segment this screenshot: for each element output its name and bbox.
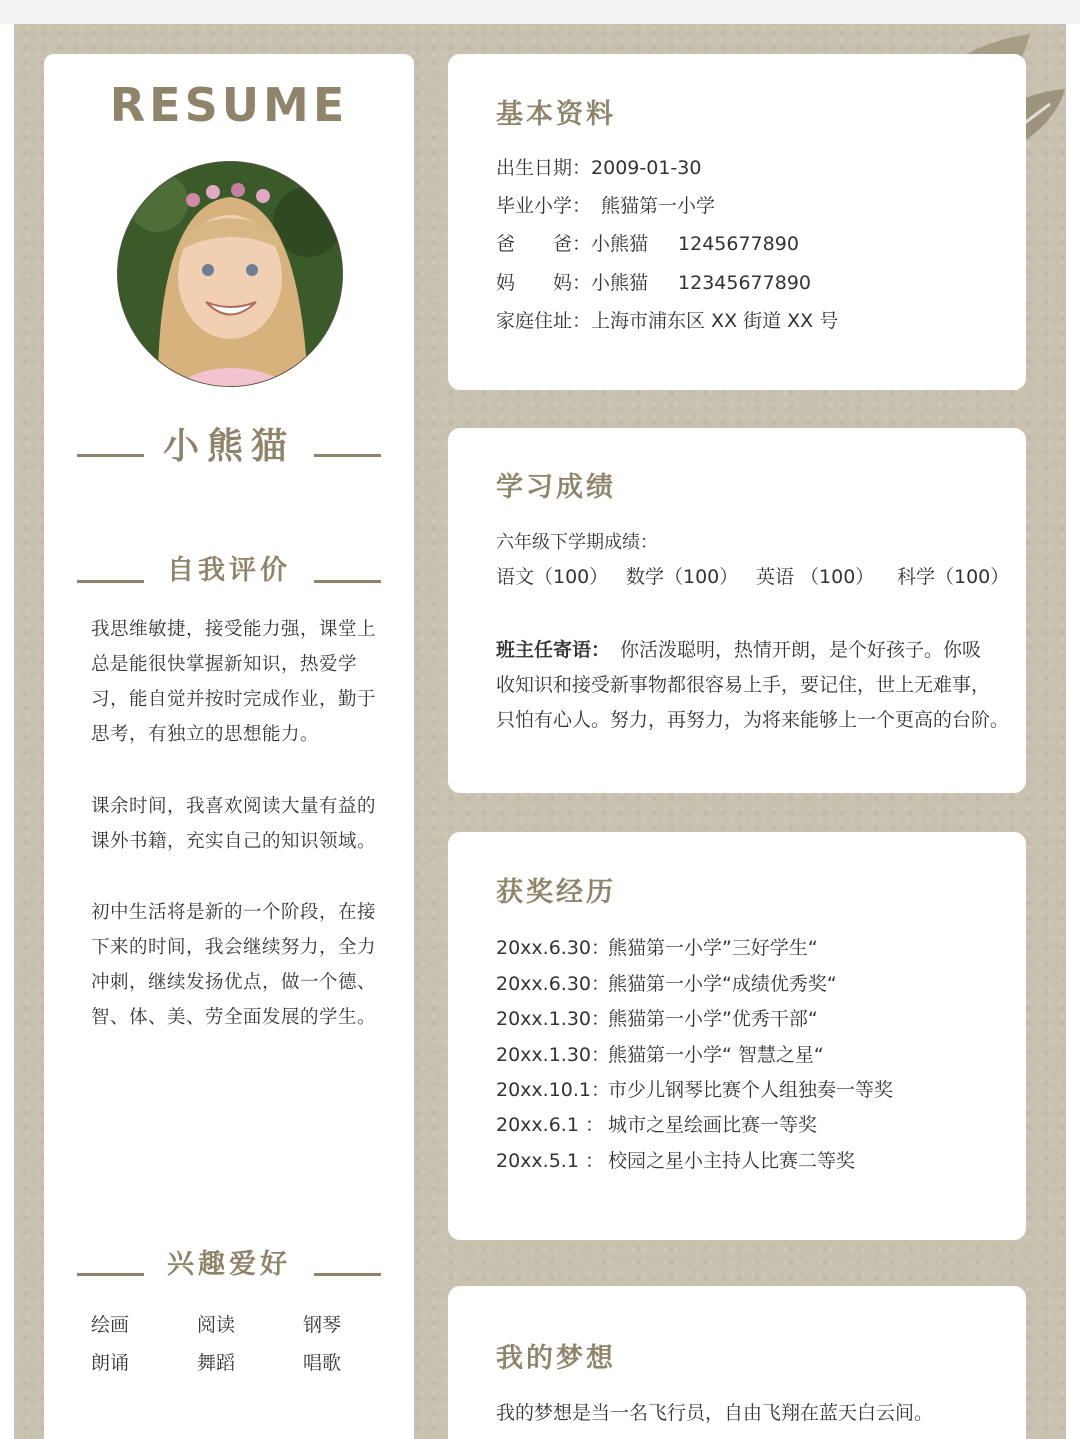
subject-scores-row <box>496 562 1009 589</box>
self-eval-line: 课余时间，我喜欢阅读大量有益的 <box>91 796 377 817</box>
award-date: 20xx.1.30： <box>496 1008 611 1030</box>
address-row <box>496 306 838 333</box>
award-item <box>496 1146 855 1173</box>
award-item <box>496 1075 893 1102</box>
award-text: 市少儿钢琴比赛个人组独奏一等奖 <box>608 1079 894 1101</box>
teacher-comment <box>496 633 1009 738</box>
award-text: 校园之星小主持人比赛二等奖 <box>608 1150 856 1172</box>
dream-text: 我的梦想是当一名飞行员，自由飞翔在蓝天白云间。 <box>496 1402 934 1424</box>
school-row <box>496 191 715 218</box>
self-eval-heading: 自我评价 <box>167 555 291 586</box>
award-text: 城市之星绘画比赛一等奖 <box>608 1114 818 1136</box>
self-eval-line: 下来的时间，我会继续努力，全力 <box>91 937 377 958</box>
birth-label: 出生日期： <box>496 157 592 179</box>
basic-info-card <box>448 54 1026 390</box>
hobby-item: 舞蹈 <box>197 1352 236 1374</box>
address-value: 上海市浦东区 XX 街道 XX 号 <box>591 310 839 332</box>
award-item <box>496 1040 824 1067</box>
self-eval-line: 总是能很快掌握新知识，热爱学 <box>91 654 358 675</box>
subject-score: 数学（100） <box>626 566 739 588</box>
award-date: 20xx.6.30： <box>496 937 611 959</box>
grades-card <box>448 428 1026 793</box>
mother-label: 妈 妈： <box>496 272 592 294</box>
basic-info-heading: 基本资料 <box>496 99 616 130</box>
hobby-item: 绘画 <box>91 1314 130 1336</box>
birth-value: 2009-01-30 <box>591 157 702 179</box>
award-text: 熊猫第一小学”三好学生“ <box>608 937 818 959</box>
self-eval-line: 初中生活将是新的一个阶段，在接 <box>91 902 377 923</box>
awards-heading: 获奖经历 <box>496 877 616 908</box>
dream-card <box>448 1286 1026 1439</box>
self-eval-line: 冲刺，继续发扬优点，做一个德、 <box>91 972 377 993</box>
self-eval-paragraph-2 <box>91 789 381 859</box>
left-column <box>44 54 414 1439</box>
mother-row <box>496 268 811 295</box>
student-name: 小熊猫 <box>162 426 295 467</box>
hobbies-line-right <box>314 1273 381 1276</box>
father-phone: 1245677890 <box>678 233 799 255</box>
award-date: 20xx.6.1 ： <box>496 1114 604 1136</box>
award-item <box>496 1110 817 1137</box>
self-eval-line: 课外书籍，充实自己的知识领域。 <box>91 831 377 852</box>
father-row <box>496 229 799 256</box>
dream-heading: 我的梦想 <box>496 1343 616 1374</box>
mother-name: 小熊猫 <box>591 272 649 294</box>
self-eval-line-right <box>314 580 381 583</box>
self-eval-line: 我思维敏捷，接受能力强，课堂上 <box>91 619 377 640</box>
award-item <box>496 969 837 996</box>
teacher-comment-label: 班主任寄语： <box>496 639 611 661</box>
self-eval-paragraph-3 <box>91 895 381 1035</box>
subject-score: 语文（100） <box>496 566 609 588</box>
name-line-right <box>314 454 381 457</box>
award-text: 熊猫第一小学”优秀干部“ <box>608 1008 818 1030</box>
teacher-comment-line: 收知识和接受新事物都很容易上手，要记住，世上无难事， <box>496 674 991 696</box>
self-eval-line: 智、体、美、劳全面发展的学生。 <box>91 1007 377 1028</box>
hobby-item: 阅读 <box>197 1314 236 1336</box>
teacher-comment-line: 你活泼聪明，热情开朗，是个好孩子。你吸 <box>620 639 982 661</box>
birth-row <box>496 153 701 180</box>
subject-score: 科学（100） <box>897 566 1010 588</box>
subject-score: 英语 （100） <box>756 566 875 588</box>
self-eval-line: 思考，有独立的思想能力。 <box>91 724 320 745</box>
self-eval-paragraph-1 <box>91 612 381 752</box>
father-label: 爸 爸： <box>496 233 592 255</box>
award-item <box>496 933 818 960</box>
award-date: 20xx.10.1： <box>496 1079 611 1101</box>
top-strip <box>0 0 1080 24</box>
avatar <box>117 161 343 387</box>
self-eval-line: 习，能自觉并按时完成作业，勤于 <box>91 689 377 710</box>
award-date: 20xx.1.30： <box>496 1044 611 1066</box>
mother-phone: 12345677890 <box>678 272 812 294</box>
school-label: 毕业小学： <box>496 195 592 217</box>
grades-term: 六年级下学期成绩： <box>496 532 658 553</box>
avatar-photo-icon <box>118 162 342 386</box>
father-name: 小熊猫 <box>591 233 649 255</box>
teacher-comment-line: 只怕有心人。努力，再努力，为将来能够上一个更高的台阶。 <box>496 709 1010 731</box>
award-date: 20xx.5.1 ： <box>496 1150 604 1172</box>
awards-card <box>448 832 1026 1240</box>
hobby-item: 唱歌 <box>303 1352 342 1374</box>
grades-heading: 学习成绩 <box>496 472 616 503</box>
award-date: 20xx.6.30： <box>496 973 611 995</box>
hobbies-heading: 兴趣爱好 <box>167 1249 291 1280</box>
award-text: 熊猫第一小学“成绩优秀奖“ <box>608 973 837 995</box>
school-value: 熊猫第一小学 <box>601 195 716 217</box>
hobby-item: 钢琴 <box>303 1314 342 1336</box>
award-item <box>496 1004 818 1031</box>
hobby-item: 朗诵 <box>91 1352 130 1374</box>
address-label: 家庭住址： <box>496 310 592 332</box>
award-text: 熊猫第一小学“ 智慧之星“ <box>608 1044 824 1066</box>
resume-title: RESUME <box>109 78 349 132</box>
